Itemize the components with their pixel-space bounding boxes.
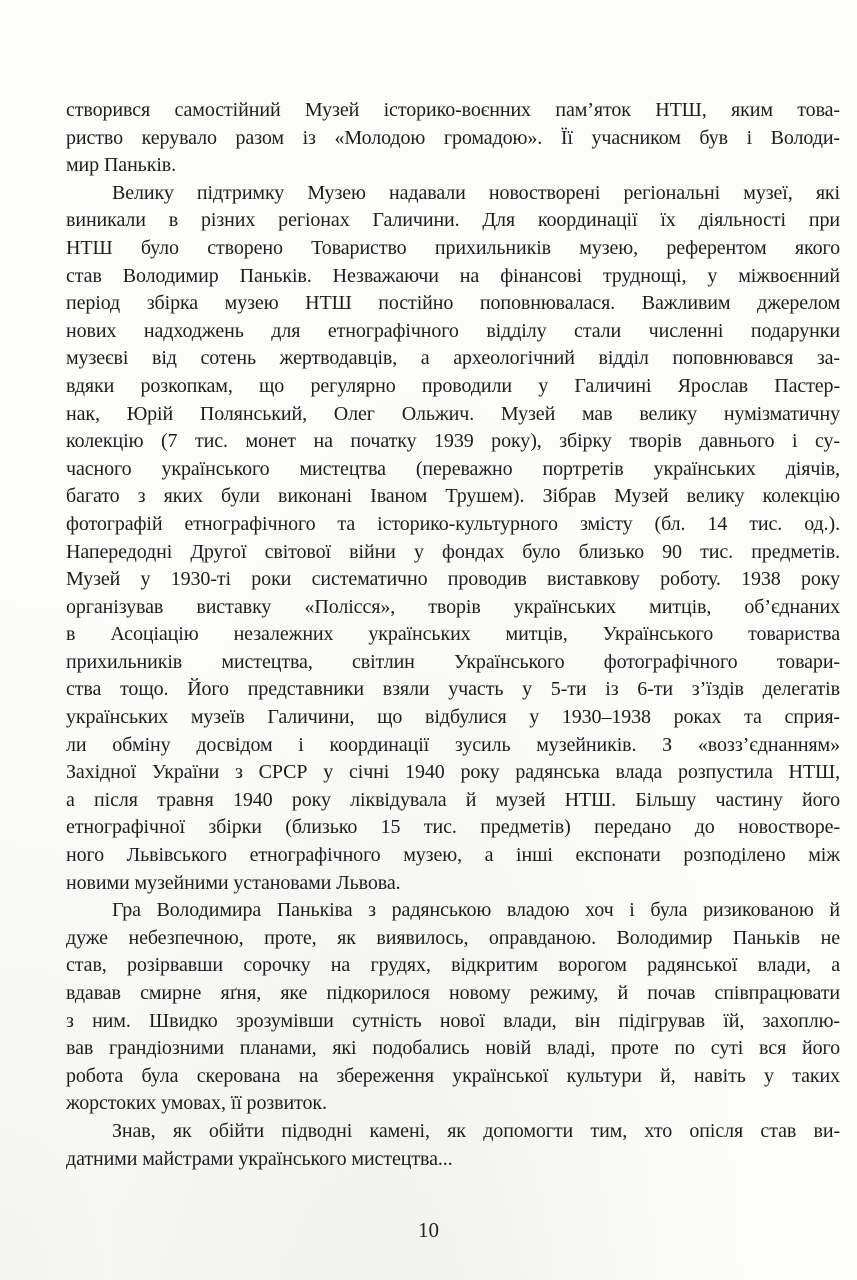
text-line: колекцію (7 тис. монет на початку 1939 року), збірку творів давнього і су-	[66, 430, 840, 453]
text-line: Знав, як обійти підводні камені, як допомогти тим, хто опісля став ви-	[112, 1119, 840, 1142]
text-line: Гра Володимира Паньківа з радянською владою хоч і була ризикованою й	[112, 899, 840, 922]
text-line: етнографічної збірки (близько 15 тис. предметів) передано до новостворе-	[66, 816, 840, 839]
text-line: ного Львівського етнографічного музею, а інші експонати розподілено між	[66, 844, 840, 867]
text-line: ли обміну досвідом і координації зусиль музейників. З «возз’єднанням»	[66, 733, 840, 756]
page-text	[66, 97, 840, 1173]
text-line: дуже небезпечною, проте, як виявилось, оправданою. Володимир Паньків не	[66, 926, 840, 949]
text-line: новими музейними установами Львова.	[66, 871, 401, 894]
text-line: датними майстрами українського мистецтва...	[66, 1147, 453, 1170]
text-line: багато з яких були виконані Іваном Трушем). Зібрав Музей велику колекцію	[66, 485, 840, 508]
text-line: музеєві від сотень жертводавців, а археологічний відділ поповнювався за-	[66, 347, 840, 370]
text-line: фотографій етнографічного та історико-культурного змісту (бл. 14 тис. од.).	[66, 512, 840, 535]
text-line: нових надходжень для етнографічного відділу стали численні подарунки	[66, 319, 840, 342]
text-line: Велику підтримку Музею надавали новостворені регіональні музеї, які	[112, 181, 840, 204]
text-line: риство керувало разом із «Молодою громадою». Її учасником був і Володи-	[66, 126, 840, 149]
paragraph	[66, 180, 840, 897]
text-line: ства тощо. Його представники взяли участь у 5-ти із 6-ти з’їздів делегатів	[66, 678, 840, 701]
text-line: НТШ було створено Товариство прихильників музею, референтом якого	[66, 236, 840, 259]
text-line: а після травня 1940 року ліквідувала й музей НТШ. Більшу частину його	[66, 788, 840, 811]
text-line: Напередодні Другої світової війни у фондах було близько 90 тис. предметів.	[66, 540, 840, 563]
text-line: став Володимир Паньків. Незважаючи на фінансові труднощі, у міжвоєнний	[66, 264, 840, 287]
text-line: створився самостійний Музей історико-воєнних пам’яток НТШ, яким това-	[66, 99, 840, 121]
text-line: жорстоких умовах, її розвиток.	[66, 1092, 327, 1115]
text-line: в Асоціацію незалежних українських митців, Українського товариства	[66, 623, 840, 646]
text-line: мир Паньків.	[66, 154, 177, 177]
page-number: 10	[418, 1218, 439, 1242]
text-line: Західної України з СРСР у січні 1940 року радянська влада розпустила НТШ,	[66, 761, 840, 784]
text-line: українських музеїв Галичини, що відбулися у 1930–1938 роках та сприя-	[66, 706, 840, 729]
text-line: період збірка музею НТШ постійно поповнювалася. Важливим джерелом	[66, 292, 840, 315]
text-line: часного українського мистецтва (переважно портретів українських діячів,	[66, 457, 840, 480]
paragraph	[66, 1118, 840, 1173]
text-line: організував виставку «Полісся», творів українських митців, об’єднаних	[66, 595, 840, 618]
text-line: з ним. Швидко зрозумівши сутність нової влади, він підігрував їй, захоплю-	[66, 1009, 840, 1032]
text-line: виникали в різних регіонах Галичини. Для координації їх діяльності при	[66, 209, 840, 232]
text-line: нак, Юрій Полянський, Олег Ольжич. Музей мав велику нумізматичну	[66, 402, 840, 425]
paragraph	[66, 97, 840, 180]
text-line: вдяки розкопкам, що регулярно проводили у Галичині Ярослав Пастер-	[66, 374, 840, 397]
text-line: прихильників мистецтва, світлин Українського фотографічного товари-	[66, 650, 840, 673]
text-line: став, розірвавши сорочку на грудях, відкритим ворогом радянської влади, а	[66, 954, 840, 977]
paragraph	[66, 897, 840, 1118]
text-line: Музей у 1930-ті роки систематично проводив виставкову роботу. 1938 року	[66, 568, 840, 591]
text-line: вдавав смирне яґня, яке підкорилося новому режиму, й почав співпрацювати	[66, 982, 840, 1004]
text-line: робота була скерована на збереження української культури й, навіть у таких	[66, 1064, 840, 1087]
text-line: вав грандіозними планами, які подобались новій владі, проте по суті вся його	[66, 1037, 840, 1060]
